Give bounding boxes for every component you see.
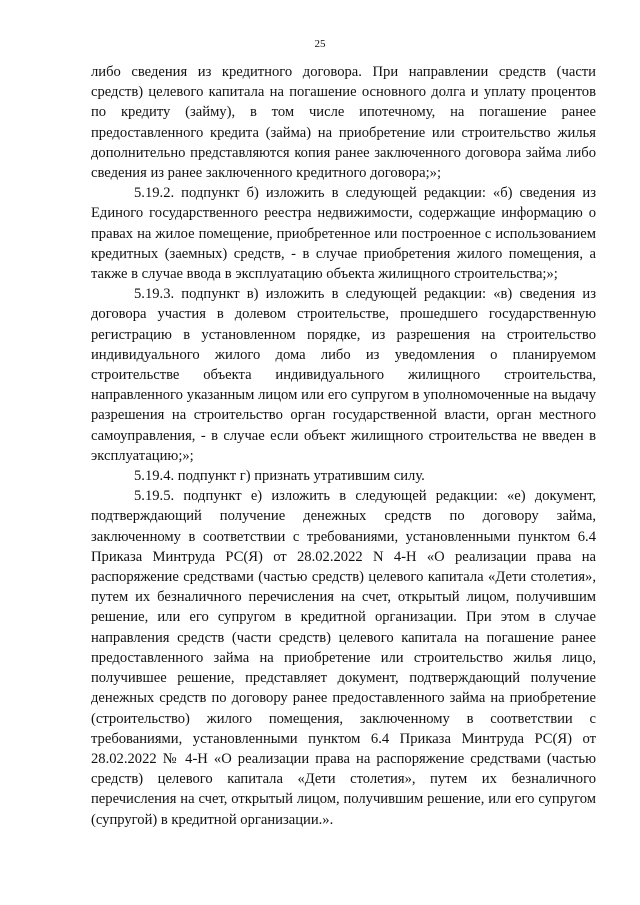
page-number: 25	[314, 38, 326, 50]
document-body	[91, 62, 596, 830]
paragraph-continuation: либо сведения из кредитного договора. При направлении средств (части средств) целевого капитала на погашение основного долга и уплату процентов по кредиту (займу), в том числе ипотечному, на погашение ранее предоставленного кредита (займа) на приобретение или строительство жилья дополнительно представляются копия ранее заключенного договора займа либо сведения из ранее заключенного кредитного договора;»;	[91, 64, 596, 182]
paragraph-5-19-5: 5.19.5. подпункт е) изложить в следующей редакции: «е) документ, подтверждающий получение денежных средств по договору займа, заключенному в соответствии с требованиями, установленными пунктом 6.4 Приказа Минтруда РС(Я) от 28.02.2022 N 4-Н «О реализации права на распоряжение средствами (частью средств) целевого капитала «Дети столетия», путем их безналичного перечисления на счет, открытый лицом, получившим решение, или его супругом в кредитной организации. При этом в случае направления средств (части средств) целевого капитала на погашение ранее предоставленного займа на приобретение или строительство жилья лицо, получившее решение, представляет документ, подтверждающий получение денежных средств по договору ранее предоставленного займа на приобретение (строительство) жилого помещения, заключенному в соответствии с требованиями, установленными пунктом 6.4 Приказа Минтруда РС(Я) от 28.02.2022 № 4-Н «О реализации права на распоряжение средствами (частью средств) целевого капитала «Дети столетия», путем их безналичного перечисления на счет, открытый лицом, получившим решение, или его супругом (супругой) в кредитной организации.».	[91, 488, 596, 828]
paragraph-5-19-4: 5.19.4. подпункт г) признать утратившим силу.	[134, 468, 425, 485]
paragraph-5-19-2: 5.19.2. подпункт б) изложить в следующей редакции: «б) сведения из Единого государственного реестра недвижимости, содержащие информацию о правах на жилое помещение, приобретенное или построенное с использованием кредитных (заемных) средств, - в случае приобретения жилого помещения, а также в случае ввода в эксплуатацию объекта жилищного строительства;»;	[91, 185, 596, 283]
paragraph-5-19-3: 5.19.3. подпункт в) изложить в следующей редакции: «в) сведения из договора участия в долевом строительстве, прошедшего государственную регистрацию в установленном порядке, из разрешения на строительство индивидуального жилого дома либо из уведомления о планируемом строительстве объекта индивидуального жилищного строительства, направленного указанным лицом или его супругом в уполномоченные на выдачу разрешения на строительство орган государственной власти, орган местного самоуправления, - в случае если объект жилищного строительства не введен в эксплуатацию;»;	[91, 286, 596, 464]
